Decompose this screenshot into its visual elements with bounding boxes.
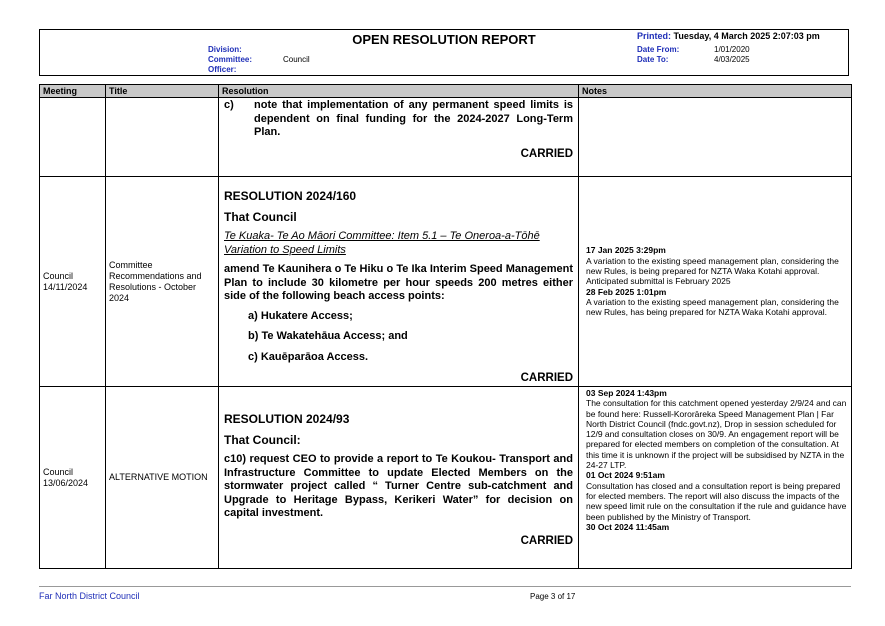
printed-value: Tuesday, 4 March 2025 2:07:03 pm <box>673 31 820 41</box>
notes-cell <box>579 98 852 177</box>
footer-divider <box>39 586 851 587</box>
printed-line <box>637 31 820 41</box>
table-header-row <box>40 85 852 98</box>
title-cell: ALTERNATIVE MOTION <box>106 387 219 569</box>
date-from-value: 1/01/2020 <box>714 45 750 54</box>
agenda-item-link[interactable]: Te Kuaka- Te Ao Māori Committee: Item 5.1 – Te Oneroa-a-Tōhē Variation to Speed Limits <box>224 230 540 256</box>
resolution-body: amend Te Kaunihera o Te Hiku o Te Ika Interim Speed Management Plan to include 30 kilometre per hour speeds 200 metres either side of the following beach access points: <box>224 263 573 302</box>
resolution-sub-item: b) Te Wakatehāua Access; and <box>248 330 408 342</box>
meeting-cell: Council 13/06/2024 <box>40 387 106 569</box>
clause-text: note that implementation of any permanent speed limits is dependent on final funding for the 2024-2027 Long-Term Plan. <box>254 99 573 138</box>
note-date: 17 Jan 2025 3:29pm <box>586 245 666 256</box>
that-council: That Council: <box>224 432 301 447</box>
table-row <box>40 98 852 177</box>
table-row <box>40 387 852 569</box>
division-label: Division: <box>208 45 242 54</box>
note-date: 03 Sep 2024 1:43pm <box>586 388 667 398</box>
title-cell <box>106 98 219 177</box>
column-header-notes: Notes <box>579 85 852 98</box>
resolution-sub-item: c) Kauēparāoa Access. <box>248 350 369 363</box>
note-date: 01 Oct 2024 9:51am <box>586 470 665 481</box>
officer-label: Officer: <box>208 65 237 74</box>
carried-label: CARRIED <box>520 372 573 384</box>
note-text: The consultation for this catchment opened yesterday 2/9/24 and can be found here: Russell-Kororāreka Speed Management Plan | Far North District Council (fndc.govt.nz), Drop in session scheduled for 12/9 and consultation closes on 30/9. An engagement report will be prepared for elected members on completion of the consultation. At this time it is unknown if the project will be subsidised by NZTA in the 24-27 LTP. <box>586 398 847 471</box>
that-council: That Council <box>224 209 297 224</box>
note-text: A variation to the existing speed management plan, considering the new Rules, is being prepared for NZTA Waka Kotahi approval. Anticipated submittal is February 2025 <box>586 255 839 287</box>
resolution-number: RESOLUTION 2024/160 <box>224 189 357 203</box>
resolution-number: RESOLUTION 2024/93 <box>224 412 350 426</box>
note-text: A variation to the existing speed management plan, considering the new Rules, has being prepared for NZTA Waka Kotahi approval. <box>586 296 839 318</box>
notes-cell <box>579 387 852 569</box>
date-to-value: 4/03/2025 <box>714 55 750 64</box>
resolution-table <box>39 84 852 569</box>
date-to-label: Date To: <box>637 55 669 64</box>
report-title: OPEN RESOLUTION REPORT <box>352 32 536 47</box>
committee-value: Council <box>283 55 310 64</box>
carried-label: CARRIED <box>520 534 573 547</box>
committee-label: Committee: <box>208 55 253 64</box>
column-header-resolution: Resolution <box>219 85 579 98</box>
printed-label: Printed: <box>637 31 672 41</box>
footer-organisation: Far North District Council <box>39 591 140 601</box>
date-from-label: Date From: <box>637 45 680 54</box>
column-header-meeting: Meeting <box>40 85 106 98</box>
resolution-sub-item: a) Hukatere Access; <box>248 309 353 322</box>
resolution-cell <box>219 177 579 387</box>
column-header-title: Title <box>106 85 219 98</box>
header-meta-right <box>637 45 750 65</box>
resolution-clause <box>224 99 573 140</box>
meeting-cell <box>40 98 106 177</box>
header-meta-left <box>208 45 310 75</box>
page-number: Page 3 of 17 <box>530 592 576 601</box>
title-cell: Committee Recommendations and Resolutions - October 2024 <box>106 177 219 387</box>
table-row <box>40 177 852 387</box>
resolution-cell <box>219 387 579 569</box>
report-header <box>39 29 849 76</box>
resolution-body: c10) request CEO to provide a report to Te Koukou- Transport and Infrastructure Committee to update Elected Members on the stormwater project called “ Turner Centre sub-catchment and Upgrade to Heritage Bypass, Kerikeri Water” for decision on capital investment. <box>224 453 573 519</box>
clause-label: c) <box>224 99 234 111</box>
carried-label: CARRIED <box>520 147 573 160</box>
note-text: Consultation has closed and a consultation report is being prepared for elected members. The report will also discuss the impacts of the new speed limit rule on the consultation if the rule and guidance have been published by the Ministry of Transport. <box>586 480 847 522</box>
note-date: 30 Oct 2024 11:45am <box>586 521 670 532</box>
meeting-cell: Council 14/11/2024 <box>40 177 106 387</box>
resolution-cell <box>219 98 579 177</box>
note-date: 28 Feb 2025 1:01pm <box>586 286 667 297</box>
notes-cell <box>579 177 852 387</box>
